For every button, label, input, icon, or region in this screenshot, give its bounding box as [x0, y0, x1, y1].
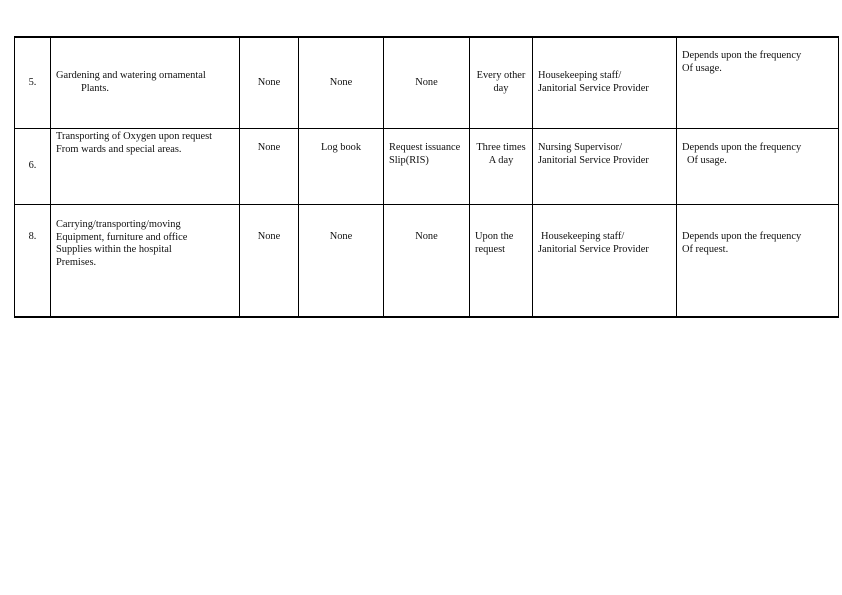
- frequency-line: A day: [488, 154, 514, 166]
- col5-cell: [384, 37, 470, 129]
- activity-line: Supplies within the hospital: [56, 244, 172, 256]
- frequency-line: Upon the: [475, 231, 514, 242]
- col5-cell: [384, 205, 470, 318]
- activity-line: Premises.: [56, 256, 97, 268]
- col3-cell: None: [240, 37, 299, 129]
- activity-cell: [51, 129, 240, 205]
- table-row: [15, 205, 839, 318]
- frequency-cell: [470, 129, 533, 205]
- activity-line: Transporting of Oxygen upon request: [56, 131, 213, 142]
- remarks-line: Of request.: [682, 243, 729, 255]
- activity-cell: [51, 37, 240, 129]
- row-number: 8.: [15, 205, 51, 318]
- remarks-cell: [677, 205, 839, 318]
- responsible-line: Janitorial Service Provider: [538, 154, 649, 166]
- table-row: [15, 129, 839, 205]
- activity-line: Equipment, furniture and office: [56, 231, 188, 243]
- frequency-line: Three times: [476, 142, 526, 153]
- remarks-line: Depends upon the frequency: [682, 142, 802, 153]
- remarks-line: Depends upon the frequency: [682, 231, 802, 242]
- frequency-line: Every other: [476, 70, 526, 82]
- activity-line: Carrying/transporting/moving: [56, 219, 181, 230]
- col4-cell: None: [299, 37, 384, 129]
- frequency-cell: [470, 205, 533, 318]
- responsible-cell: [533, 37, 677, 129]
- frequency-line: day: [493, 83, 509, 94]
- activity-cell: [51, 205, 240, 318]
- responsible-line: Nursing Supervisor/: [538, 142, 622, 153]
- row-number: 5.: [15, 37, 51, 129]
- remarks-line: Of usage.: [682, 62, 722, 74]
- responsible-line: Janitorial Service Provider: [538, 243, 649, 255]
- table-row: [15, 37, 839, 129]
- remarks-line: Depends upon the frequency: [682, 50, 802, 61]
- col5-line: Request issuance: [389, 142, 461, 153]
- frequency-cell: [470, 37, 533, 129]
- col5-line: None: [415, 231, 438, 242]
- activity-line: Plants.: [81, 83, 110, 94]
- services-table: [14, 36, 839, 318]
- col5-cell: [384, 129, 470, 205]
- remarks-cell: [677, 37, 839, 129]
- col5-line: None: [415, 76, 438, 88]
- col4-cell: None: [299, 205, 384, 318]
- col3-cell: None: [240, 205, 299, 318]
- responsible-line: Janitorial Service Provider: [538, 83, 649, 94]
- row-number: 6.: [15, 129, 51, 205]
- remarks-line: Of usage.: [687, 154, 727, 166]
- frequency-line: request: [475, 243, 506, 255]
- remarks-cell: [677, 129, 839, 205]
- activity-line: Gardening and watering ornamental: [56, 70, 206, 82]
- col3-cell: None: [240, 129, 299, 205]
- responsible-cell: [533, 129, 677, 205]
- col5-line: Slip(RIS): [389, 154, 429, 166]
- activity-line: From wards and special areas.: [56, 143, 182, 155]
- responsible-line: Housekeeping staff/: [541, 231, 625, 242]
- responsible-cell: [533, 205, 677, 318]
- responsible-line: Housekeeping staff/: [538, 70, 622, 82]
- col4-cell: Log book: [299, 129, 384, 205]
